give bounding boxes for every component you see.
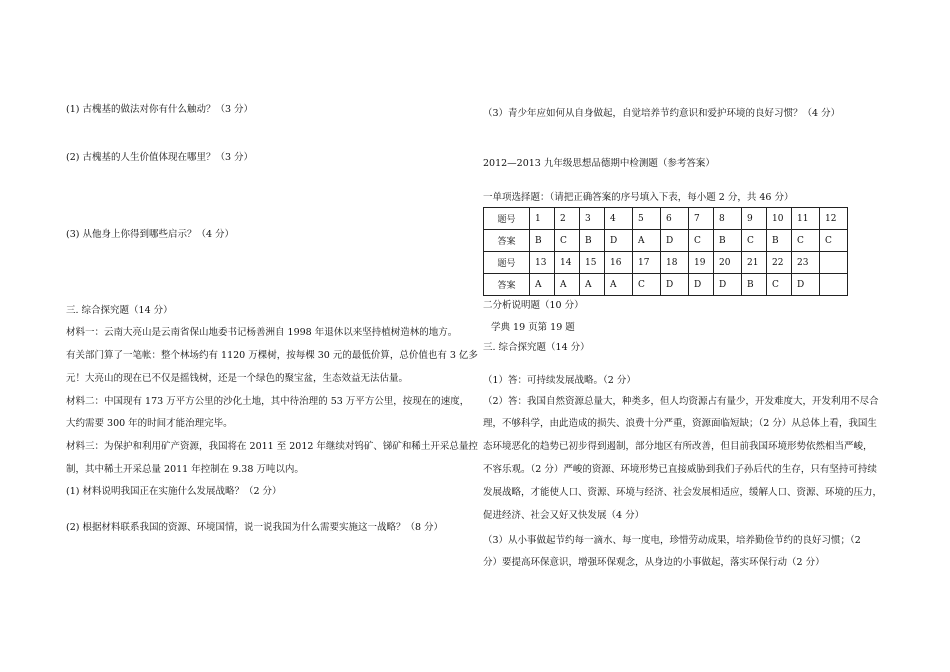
table-cell: 7	[689, 208, 714, 230]
table-cell: B	[767, 230, 792, 252]
answer-table	[483, 207, 848, 296]
table-cell: 11	[792, 208, 820, 230]
table-cell: 8	[714, 208, 742, 230]
table-cell: 13	[530, 252, 555, 274]
table-cell: 23	[792, 252, 820, 274]
table-cell	[820, 274, 848, 296]
section-1-heading: 一单项选择题：（请把正确答案的序号填入下表，每小题 2 分，共 46 分）	[483, 192, 794, 203]
table-row	[484, 230, 848, 252]
table-cell: A	[555, 274, 580, 296]
sub-question-2: (2) 根据材料联系我国的资源、环境国情，说一说我国为什么需要实施这一战略？（8 分）	[66, 522, 444, 533]
table-cell: 16	[605, 252, 633, 274]
table-cell: A	[605, 274, 633, 296]
answer-2-line-3: 态环境恶化的趋势已初步得到遏制，部分地区有所改善，但目前我国环境形势依然相当严峻，	[483, 441, 873, 452]
table-cell: D	[689, 274, 714, 296]
table-row	[484, 252, 848, 274]
answer-3-line-2: 分）要提高环保意识，增强环保观念，从身边的小事做起，落实环保行动（2 分）	[483, 557, 825, 568]
table-cell: 9	[742, 208, 767, 230]
table-cell: 题号	[484, 252, 530, 274]
table-cell	[820, 252, 848, 274]
table-cell: 4	[605, 208, 633, 230]
question-3: (3) 从他身上你得到哪些启示？（4 分）	[66, 229, 235, 240]
material-1-line-3: 元！大亮山的现在已不仅是摇钱树，还是一个绿色的聚宝盆，生态效益无法估量。	[66, 373, 409, 384]
answer-2-line-1: （2）答：我国自然资源总量大，种类多，但人均资源占有量少，开发难度大，开发利用不尽合	[483, 396, 879, 407]
table-cell: 1	[530, 208, 555, 230]
material-2-line-2: 大约需要 300 年的时间才能治理完毕。	[66, 418, 233, 429]
answer-2-line-5: 发展战略，才能使人口、资源、环境与经济、社会发展相适应，缓解人口、资源、环境的压力，	[483, 487, 883, 498]
table-cell: C	[767, 274, 792, 296]
answer-1: （1）答：可持续发展战略。（2 分）	[483, 375, 636, 386]
material-1-line-2: 有关部门算了一笔帐：整个林场约有 1120 万棵树，按每棵 30 元的最低价算，总价值也有 3 亿多	[66, 350, 478, 361]
table-cell: C	[633, 274, 661, 296]
table-cell: 5	[633, 208, 661, 230]
sub-question-1: (1) 材料说明我国正在实施什么发展战略？（2 分）	[66, 486, 282, 497]
table-cell: B	[714, 230, 742, 252]
question-1: (1) 古槐基的做法对你有什么触动？（3 分）	[66, 104, 254, 115]
table-cell: 15	[580, 252, 605, 274]
table-cell: 14	[555, 252, 580, 274]
answer-2-line-2: 理，不够科学，由此造成的损失、浪费十分严重，资源面临短缺；（2 分）从总体上看，我国生	[483, 418, 877, 429]
table-cell: A	[530, 274, 555, 296]
table-cell: 17	[633, 252, 661, 274]
answer-3-line-1: （3）从小事做起节约每一滴水、每一度电，珍惜劳动成果，培养勤俭节约的良好习惯；（2	[483, 535, 861, 546]
material-3-line-1: 材料三：为保护和利用矿产资源，我国将在 2011 至 2012 年继续对钨矿、锑矿和稀土开采总量控	[66, 441, 478, 452]
table-cell: 题号	[484, 208, 530, 230]
question-2: (2) 古槐基的人生价值体现在哪里？（3 分）	[66, 152, 254, 163]
table-cell: A	[633, 230, 661, 252]
table-cell: 20	[714, 252, 742, 274]
material-2-line-1: 材料二：中国现有 173 万平方公里的沙化土地，其中待治理的 53 万平方公里，按现在的速度，	[66, 396, 470, 407]
table-cell: 12	[820, 208, 848, 230]
table-cell: D	[661, 230, 689, 252]
material-3-line-2: 制，其中稀土开采总量 2011 年控制在 9.38 万吨以内。	[66, 464, 304, 475]
table-cell: 6	[661, 208, 689, 230]
table-cell: D	[714, 274, 742, 296]
table-cell: B	[530, 230, 555, 252]
table-cell: D	[605, 230, 633, 252]
table-cell: 2	[555, 208, 580, 230]
table-cell: C	[820, 230, 848, 252]
section-3-heading: 三. 综合探究题（14 分）	[66, 305, 173, 316]
section-3-heading-right: 三. 综合探究题（14 分）	[483, 342, 590, 353]
table-row	[484, 208, 848, 230]
table-cell: 答案	[484, 274, 530, 296]
table-cell: D	[661, 274, 689, 296]
table-cell: 3	[580, 208, 605, 230]
table-cell: B	[742, 274, 767, 296]
section-2-heading: 二分析说明题（10 分）	[483, 300, 584, 311]
table-cell: B	[580, 230, 605, 252]
section-2-note: 学典 19 页第 19 题	[491, 322, 575, 333]
table-cell: C	[555, 230, 580, 252]
table-cell: D	[792, 274, 820, 296]
answer-2-line-6: 促进经济、社会又好又快发展（4 分）	[483, 510, 645, 521]
table-cell: 19	[689, 252, 714, 274]
table-cell: 18	[661, 252, 689, 274]
table-cell: 答案	[484, 230, 530, 252]
answer-2-line-4: 不容乐观。（2 分）严峻的资源、环境形势已直接威胁到我们子孙后代的生存，只有坚持可持续	[483, 464, 877, 475]
table-cell: 22	[767, 252, 792, 274]
material-1-line-1: 材料一：云南大亮山是云南省保山地委书记杨善洲自 1998 年退休以来坚持植树造林的地方。	[66, 327, 458, 338]
table-cell: 21	[742, 252, 767, 274]
answer-key-title: 2012—2013 九年级思想品德期中检测题（参考答案）	[483, 158, 715, 169]
question-3-right: （3）青少年应如何从自身做起，自觉培养节约意识和爱护环境的良好习惯？（4 分）	[483, 108, 841, 119]
table-cell: 10	[767, 208, 792, 230]
table-cell: C	[742, 230, 767, 252]
table-cell: C	[792, 230, 820, 252]
table-cell: A	[580, 274, 605, 296]
table-row	[484, 274, 848, 296]
table-cell: C	[689, 230, 714, 252]
